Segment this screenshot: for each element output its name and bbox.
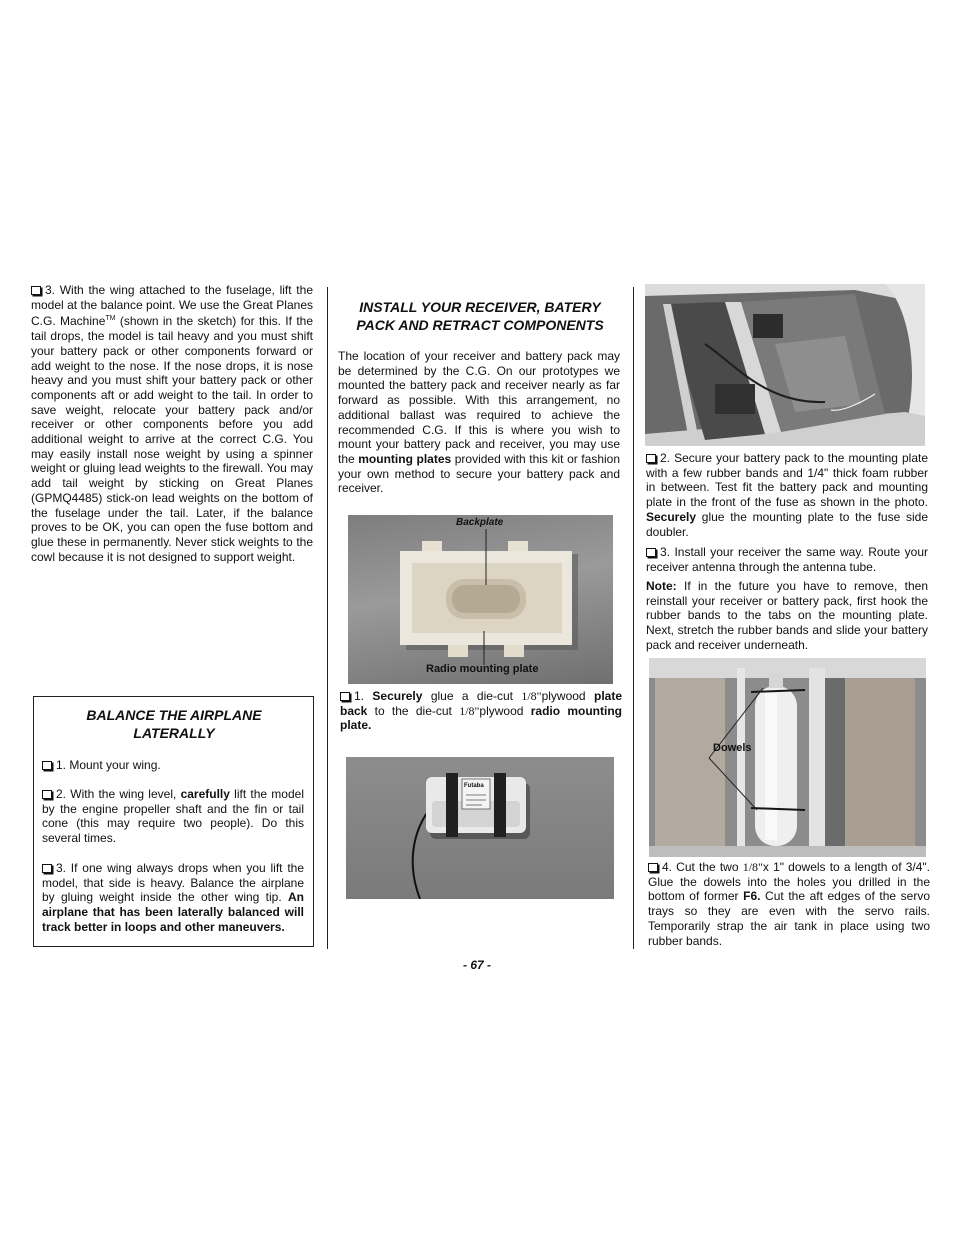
page-number: - 67 - bbox=[462, 958, 491, 972]
lateral-balance-heading: BALANCE THE AIRPLANE LATERALLY bbox=[86, 707, 262, 741]
checkbox-icon[interactable] bbox=[42, 790, 52, 799]
install-receiver-heading: INSTALL YOUR RECEIVER, BATERY PACK AND RETRACT COMPONENTS bbox=[356, 299, 604, 333]
radio-mounting-plate-label: Radio mounting plate bbox=[426, 663, 539, 675]
checkbox-icon[interactable] bbox=[31, 286, 41, 295]
column-divider-right bbox=[633, 287, 634, 949]
photo-mounting-plates bbox=[340, 511, 613, 684]
photo-dowels-air-tank bbox=[649, 658, 926, 857]
air-tank-illustration bbox=[649, 658, 926, 857]
install-receiver-intro: The location of your receiver and battery pack may be determined by the C.G. On our prototypes we mounted the battery pack and receiver nearly as far forward as possible. With this arrangement, no additional ballast was required to achieve the recommended C.G. If this is where you wish to mount your battery pack and receiver, you may use the mounting plates provided with this kit or fashion your own method to secure your battery pack and receiver. bbox=[338, 349, 621, 496]
step3-balance-paragraph: 3. With the wing attached to the fuselage, lift the model at the balance point. We use the Great Planes C.G. Machine™ (shown in the sketch) for this. If the tail drops, the model is tail heavy and you must shift your battery pack or other components forward or add weight to the nose. If the nose drops, it is nose heavy and you must shift your battery pack or other components aft or add weight to the tail. In order to save weight, relocate your battery pack and/or receiver or other components before you add additional weight to arrive at the correct C.G. You may easily install nose weight by using a spinner weight or gluing lead weights to the firewall. You may add tail weight by sticking on Great Planes (GPMQ4485) stick-on lead weights on the bottom of the fuselage under the tail. Later, if the balance proves to be OK, you can open the fuse bottom and glue these in permanently. Never stick weights to the cowl because it is not designed to support weight. bbox=[31, 283, 313, 564]
lateral-step2: 2. With the wing level, carefully lift the model by the engine propeller shaft and the fin or tail cone (this may require two people). Do this several times. bbox=[42, 787, 304, 846]
photo-fuselage-interior bbox=[645, 284, 925, 446]
checkbox-icon[interactable] bbox=[42, 761, 52, 770]
checkbox-icon[interactable] bbox=[648, 863, 658, 872]
checkbox-icon[interactable] bbox=[646, 548, 656, 557]
futaba-label: Futaba bbox=[464, 783, 484, 789]
lateral-step3: 3. If one wing always drops when you lift the model, that side is heavy. Balance the airplane by gluing weight inside the other wing tip. An airplane that has been laterally balanced will track better in loops and other maneuvers. bbox=[42, 861, 304, 934]
dowels-label: Dowels bbox=[713, 742, 752, 754]
install-note: Note: If in the future you have to remove, then reinstall your receiver or battery pack, first hook the rubber bands to the tabs on the mounting plate. Next, stretch the rubber bands and slide your battery pack and receiver underneath. bbox=[646, 579, 928, 652]
checkbox-icon[interactable] bbox=[340, 692, 350, 701]
mounting-plate-illustration bbox=[340, 511, 613, 684]
lateral-step1: 1. Mount your wing. bbox=[42, 758, 304, 773]
battery-pack-illustration bbox=[346, 757, 614, 899]
column-divider-left bbox=[327, 287, 328, 949]
install-step2: 2. Secure your battery pack to the mounting plate with a few rubber bands and 1/4" thick foam rubber in between. Test fit the battery pack and mounting plate in the front of the fuse as shown in the photo. Securely glue the mounting plate to the fuse side doubler. bbox=[646, 451, 928, 539]
install-step3: 3. Install your receiver the same way. Route your receiver antenna through the antenna tube. bbox=[646, 545, 928, 574]
backplate-label: Backplate bbox=[456, 517, 504, 528]
install-step4: 4. Cut the two 1/8"x 1" dowels to a length of 3/4". Glue the dowels into the holes you drilled in the bottom of former F6. Cut the aft edges of the servo trays so they are even with the servo rails. Temporarily strap the air tank in place using two rubber bands. bbox=[648, 860, 930, 948]
install-step1: 1. Securely glue a die-cut 1/8"plywood plate back to the die-cut 1/8"plywood radio mounting plate. bbox=[340, 689, 622, 733]
checkbox-icon[interactable] bbox=[42, 864, 52, 873]
checkbox-icon[interactable] bbox=[646, 454, 656, 463]
photo-battery-pack bbox=[346, 757, 614, 899]
fuselage-interior-illustration bbox=[645, 284, 925, 446]
